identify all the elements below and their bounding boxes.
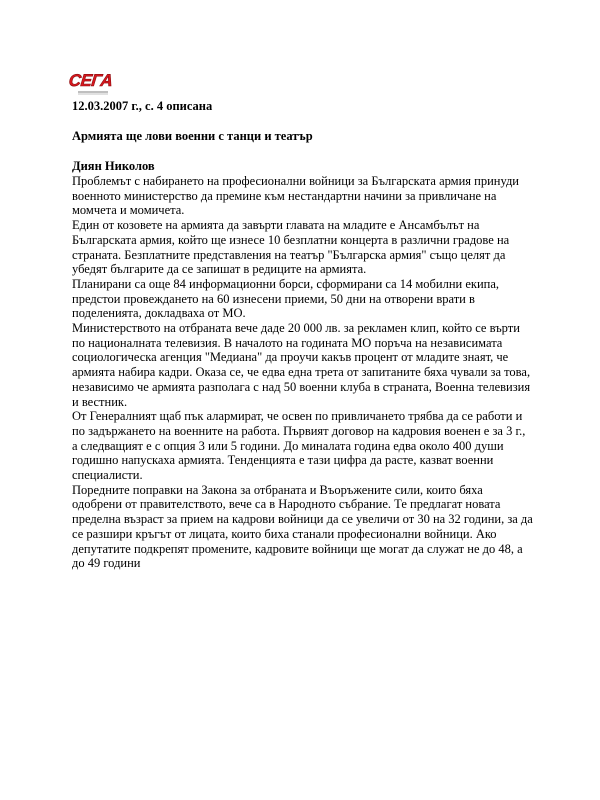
article-paragraph: Планирани са още 84 информационни борси, сформирани са 14 мобилни екипа, предстои провеждането на 60 изнесени приеми, 50 дни на отворени врати в поделенията, докладваха от МО. [72,276,500,321]
article-paragraph: От Генералният щаб пък алармират, че освен по привличането трябва да се работи и по задържането на военните на работа. Първият договор на кадровия военен е за 3 г., а следващият е с опция 3 или 5 години. До миналата година едва около 400 души годишно напускаха армията. Тенденцията е тази цифра да расте, казват военни специалисти. [72,409,526,483]
clipping-page [67,67,534,571]
article-author: Диян Николов [72,159,155,173]
article-body [72,174,534,571]
article-paragraph: Поредните поправки на Закона за отбраната и Въоръжените сили, които бяха одобрени от правителството, вече са в Народното събрание. Те предлагат новата пределна възраст за прием на кадрови войници да се увеличи от 30 на 32 години, за да се разшири кръгът от лицата, които биха станали професионални войници. Ако депутатите подкрепят промените, кадровите войници ще могат да служат не до 48, а до 49 години [72,482,533,571]
article-headline: Армията ще лови военни с танци и театър [72,129,313,143]
article-paragraph: Проблемът с набирането на професионални войници за Българската армия принуди военното министерство да премине към нестандартни начини за привличане на момчета и момичета. [72,174,519,218]
article-paragraph: Един от козовете на армията да завърти главата на младите е Ансамбълът на Българската армия, който ще изнесе 10 безплатни концерта в различни градове на страната. Безплатните представления на театър "Българска армия" също целят да убедят българите да се запишат в редиците на армията. [72,218,510,277]
publication-date-line: 12.03.2007 г., с. 4 описана [72,99,213,113]
logo-text: СЕГА [67,71,114,90]
sega-logo [67,67,114,97]
article-paragraph: Министерството на отбраната вече даде 20 000 лв. за рекламен клип, който се върти по националната телевизия. В началото на годината МО поръча на независимата социологическа агенция "Медиана" да проучи какъв процент от младите знаят, че армията набира кадри. Оказа се, че едва една трета от запитаните бяха чували за това, независимо че армията разполага с над 50 военни клуба в страната, Военна телевизия и вестник. [72,321,531,409]
